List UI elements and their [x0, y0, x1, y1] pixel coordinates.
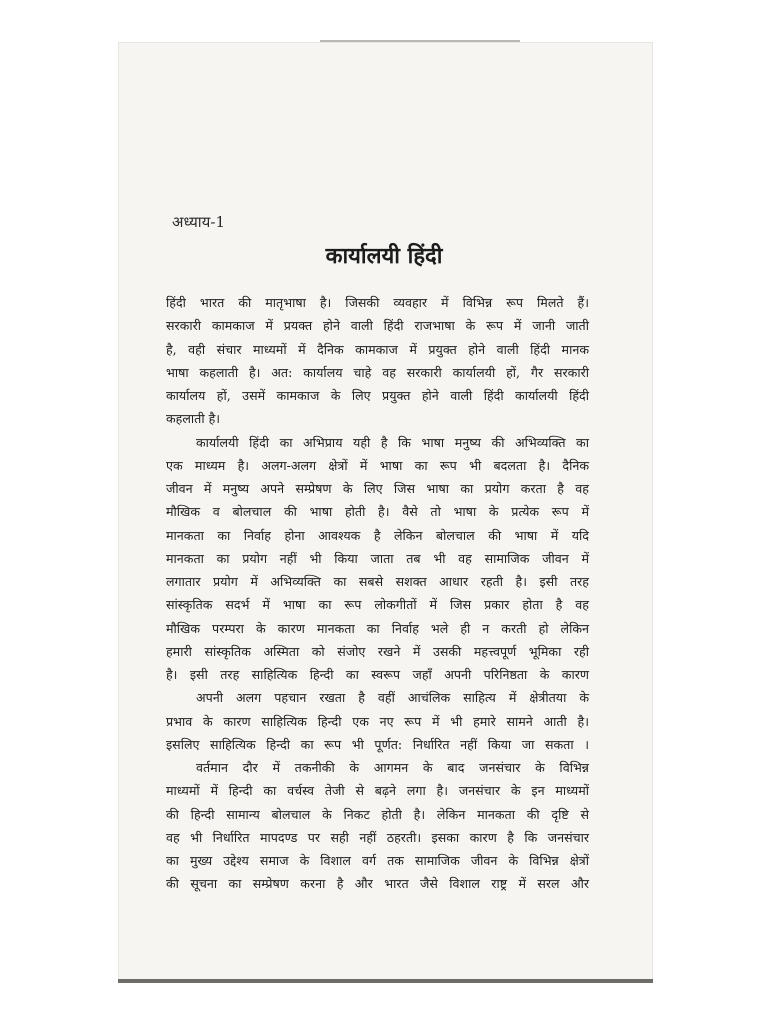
page-title: कार्यालयी हिंदी [325, 243, 443, 269]
text-line: की हिन्दी सामान्य बोलचाल के निकट होती है। लेकिन मानकता की दृष्टि से [166, 806, 589, 822]
text-line: मानकता का प्रयोग नहीं भी किया जाता तब भी वह सामाजिक जीवन में [166, 550, 589, 566]
text-line: मौखिक व बोलचाल की भाषा होती है। वैसे तो भाषा के प्रत्येक रूप में [166, 504, 589, 520]
text-line: भाषा कहलाती है। अत: कार्यालय चाहे वह सरकारी कार्यालयी हों, गैर सरकारी [166, 364, 589, 380]
body-text [166, 291, 589, 896]
text-line: का मुख्य उद्देश्य समाज के विशाल वर्ग तक सामाजिक जीवन के विभिन्न क्षेत्रों [166, 853, 589, 868]
text-line: मौखिक परम्परा के कारण मानकता का निर्वाह भले ही न करती हो लेकिन [166, 620, 589, 636]
text-line: वर्तमान दौर में तकनीकी के आगमन के बाद जनसंचार के विभिन्न [196, 760, 589, 775]
text-line: लगातार प्रयोग में अभिव्यक्ति का सबसे सशक्त आधार रहती है। इसी तरह [166, 574, 589, 589]
text-line: की सूचना का सम्प्रेषण करना है और भारत जैसे विशाल राष्ट्र में सरल और [166, 876, 589, 892]
text-line: कहलाती है। [166, 411, 221, 427]
text-line: वह भी निर्धारित मापदण्ड पर सही नहीं ठहरती। इसका कारण है कि जनसंचार [166, 829, 589, 845]
text-line: अपनी अलग पहचान रखता है वहीं आचंलिक साहित्य में क्षेत्रीतया के [196, 690, 589, 706]
text-line: हमारी सांस्कृतिक अस्मिता को संजोए रखने में उसकी महत्त्वपूर्ण भूमिका रही [166, 643, 589, 659]
text-line: इसलिए साहित्यिक हिन्दी का रूप भी पूर्णत: निर्धारित नहीं किया जा सकता । [166, 736, 589, 752]
text-line: कार्यालय हों, उसमें कामकाज के लिए प्रयुक्त होने वाली हिंदी कार्यालयी हिंदी [166, 388, 589, 403]
text-line: सांस्कृतिक सदर्भ में भाषा का रूप लोकगीतों में जिस प्रकार होता है वह [166, 597, 589, 613]
text-line: एक माध्यम है। अलग-अलग क्षेत्रों में भाषा का रूप भी बदलता है। दैनिक [166, 457, 589, 473]
text-line: प्रभाव के कारण साहित्यिक हिन्दी एक नए रूप में भी हमारे सामने आती है। [166, 713, 589, 729]
text-line: जीवन में मनुष्य अपने सम्प्रेषण के लिए जिस भाषा का प्रयोग करता है वह [166, 481, 589, 496]
chapter-label: अध्याय-1 [172, 213, 225, 231]
text-line: है। इसी तरह साहित्यिक हिन्दी का स्वरूप जहाँ अपनी परिनिष्ठता के कारण [166, 667, 589, 682]
text-line: मानकता का निर्वाह होना आवश्यक है लेकिन बोलचाल की भाषा में यदि [166, 527, 589, 543]
text-line: है, वही संचार माध्यमों में दैनिक कामकाज में प्रयुक्त होने वाली हिंदी मानक [166, 341, 589, 357]
text-line: सरकारी कामकाज में प्रयक्त होने वाली हिंदी राजभाषा के रूप में जानी जाती [166, 318, 589, 334]
text-line: कार्यालयी हिंदी का अभिप्राय यही है कि भाषा मनुष्य की अभिव्यक्ति का [196, 434, 589, 450]
text-line: हिंदी भारत की मातृभाषा है। जिसकी व्यवहार में विभिन्न रूप मिलते हैं। [166, 295, 589, 310]
page-bottom-edge [118, 979, 653, 983]
text-line: माध्यमों में हिन्दी का वर्चस्व तेजी से बढ़ने लगा है। जनसंचार के इन माध्यमों [166, 783, 589, 799]
